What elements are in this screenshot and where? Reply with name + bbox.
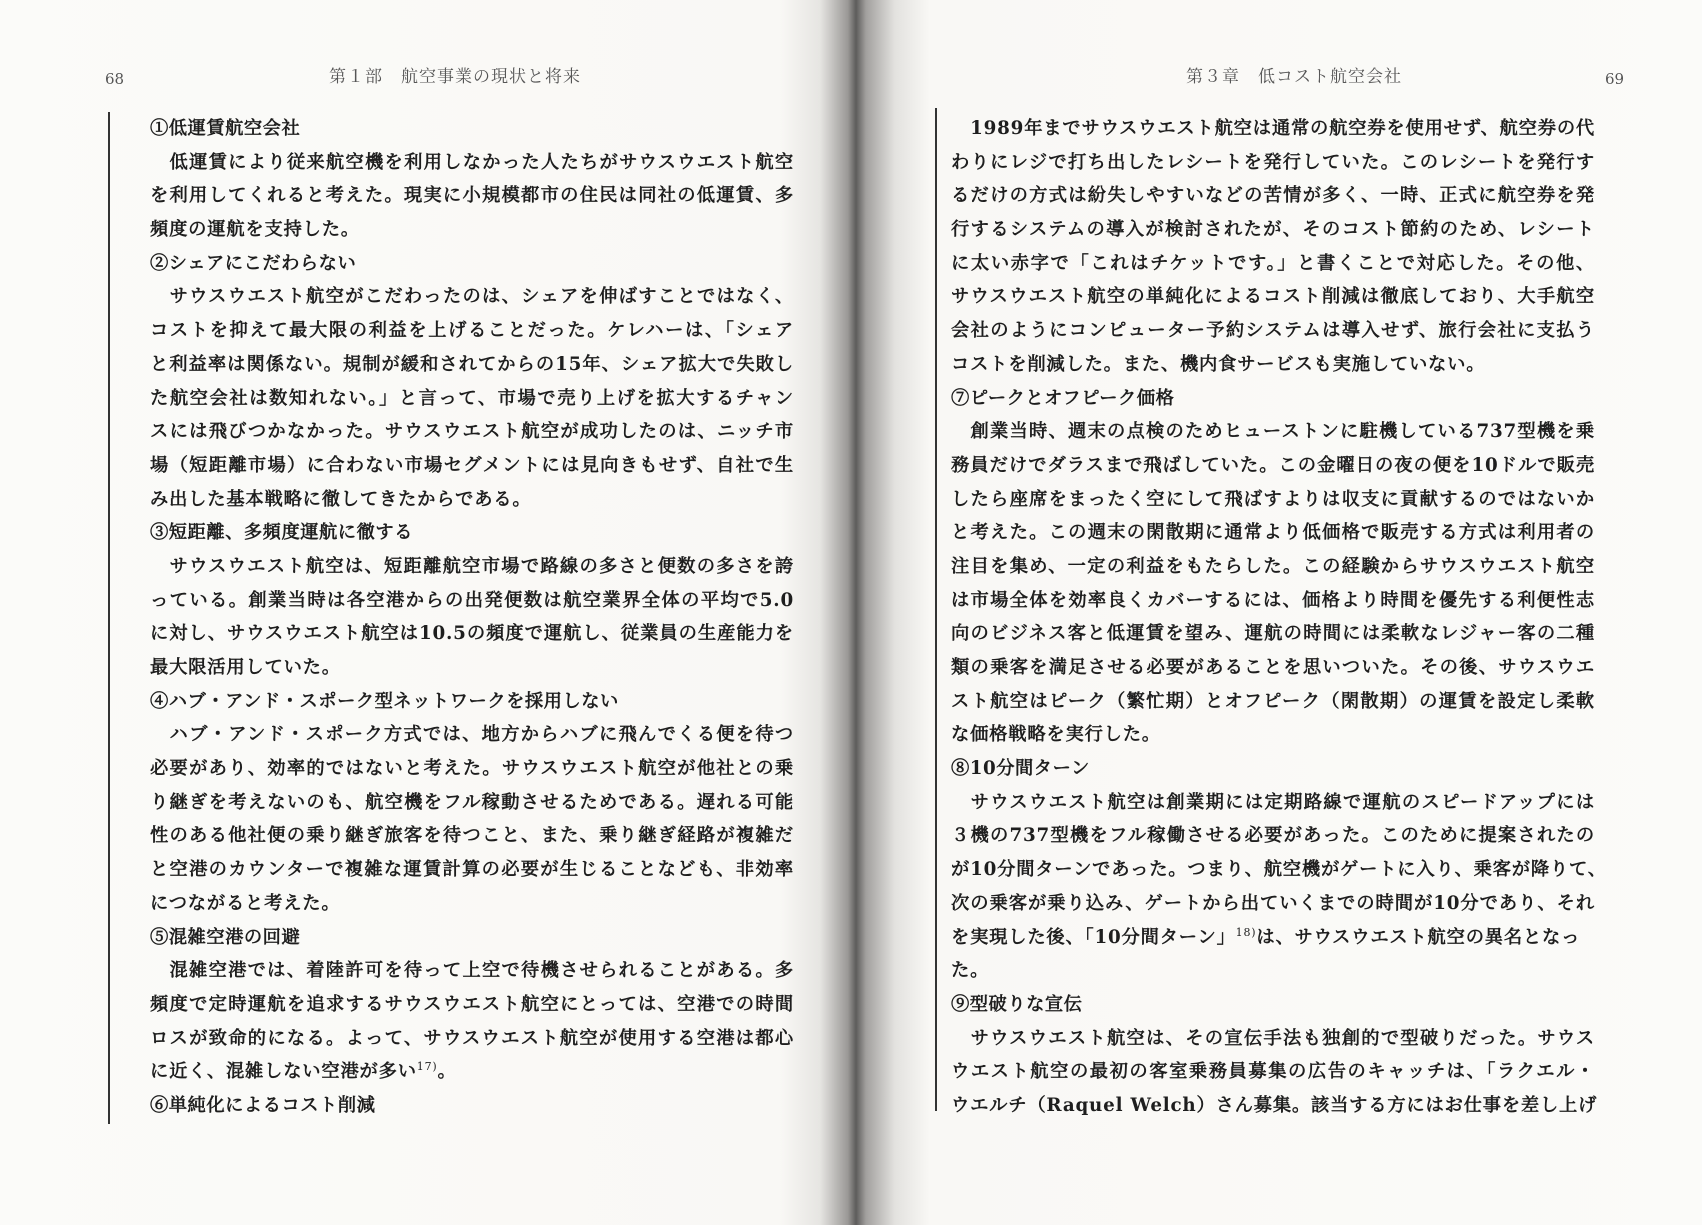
text-line: ハブ・アンド・スポーク方式では、地方からハブに飛んでくる便を待つ — [150, 724, 794, 746]
text-line: 低運賃により従来航空機を利用しなかった人たちがサウスウエスト航空 — [150, 151, 794, 173]
line-text-after-note: 。 — [437, 1061, 457, 1083]
text-line — [150, 1055, 794, 1089]
text-line: ３機の737型機をフル稼働させる必要があった。このために提案されたの — [951, 825, 1595, 847]
text-line: な価格戦略を実行した。 — [951, 724, 1161, 746]
section-heading: ⑨型破りな宣伝 — [951, 993, 1083, 1015]
running-head: 第３章 低コスト航空会社 — [1186, 67, 1402, 87]
text-line: と空港のカウンターで複雑な運賃計算の必要が生じることなども、非効率 — [150, 859, 794, 881]
text-line: につながると考えた。 — [150, 892, 341, 914]
margin-rule — [935, 108, 937, 1111]
margin-rule — [108, 112, 110, 1124]
text-line: た。 — [951, 960, 990, 982]
text-line: 向のビジネス客と低運賃を望み、運航の時間には柔軟なレジャー客の二種 — [951, 623, 1595, 645]
text-line: 類の乗客を満足させる必要があることを思いついた。その後、サウスウエ — [951, 657, 1595, 678]
text-line: コストを削減した。また、機内食サービスも実施していない。 — [951, 353, 1486, 375]
text-line: 注目を集め、一定の利益をもたらした。この経験からサウスウエスト航空 — [951, 555, 1595, 577]
text-line: 創業当時、週末の点検のためヒューストンに駐機している737型機を乗 — [951, 421, 1595, 443]
text-line: み出した基本戦略に徹してきたからである。 — [150, 488, 532, 510]
right-page — [860, 0, 1702, 1225]
section-heading: ②シェアにこだわらない — [150, 252, 357, 274]
text-line: ロスが致命的になる。よって、サウスウエスト航空が使用する空港は都心 — [150, 1027, 794, 1049]
text-line: に対し、サウスウエスト航空は10.5の頻度で運航し、従業員の生産能力を — [150, 623, 794, 645]
text-line: スト航空はピーク（繁忙期）とオフピーク（閑散期）の運賃を設定し柔軟 — [951, 690, 1595, 712]
section-heading: ③短距離、多頻度運航に徹する — [150, 522, 413, 544]
text-line: したら座席をまったく空にして飛ばすよりは収支に貢献するのではないか — [951, 488, 1595, 510]
text-line: わりにレジで打ち出したレシートを発行していた。このレシートを発行す — [951, 151, 1595, 173]
text-line: るだけの方式は紛失しやすいなどの苦情が多く、一時、正式に航空券を発 — [951, 185, 1595, 207]
section-heading: ④ハブ・アンド・スポーク型ネットワークを採用しない — [150, 690, 619, 712]
footnote-marker: 18) — [1235, 925, 1257, 939]
text-line: 必要があり、効率的ではないと考えた。サウスウエスト航空が他社との乗 — [150, 758, 794, 780]
text-line: 頻度で定時運航を追求するサウスウエスト航空にとっては、空港での時間 — [150, 993, 794, 1015]
text-line: た航空会社は数知れない。」と言って、市場で売り上げを拡大するチャン — [150, 387, 794, 409]
text-line: 混雑空港では、着陸許可を待って上空で待機させられることがある。多 — [150, 960, 794, 982]
running-head: 第１部 航空事業の現状と将来 — [329, 67, 581, 87]
text-line: に太い赤字で「これはチケットです。」と書くことで対応した。その他、 — [951, 252, 1595, 274]
page-number: 68 — [105, 70, 125, 88]
body-text — [951, 112, 1607, 1123]
text-line: 場（短距離市場）に合わない市場セグメントには見向きもせず、自社で生 — [150, 454, 794, 476]
text-line: 次の乗客が乗り込み、ゲートから出ていくまでの時間が10分であり、それ — [951, 892, 1595, 914]
body-text — [150, 112, 794, 1123]
text-line: が10分間ターンであった。つまり、航空機がゲートに入り、乗客が降りて、 — [951, 859, 1607, 881]
line-text: に近く、混雑しない空港が多い — [150, 1061, 417, 1083]
text-line: は市場全体を効率良くカバーするには、価格より時間を優先する利便性志 — [951, 589, 1595, 611]
text-line: 1989年までサウスウエスト航空は通常の航空券を使用せず、航空券の代 — [951, 118, 1595, 139]
text-line: サウスウエスト航空は、短距離航空市場で路線の多さと便数の多さを誇 — [150, 555, 794, 577]
text-line: コストを抑えて最大限の利益を上げることだった。ケレハーは、「シェア — [150, 320, 794, 342]
section-heading: ⑧10分間ターン — [951, 758, 1090, 780]
text-line: 最大限活用していた。 — [150, 657, 341, 678]
text-line: 務員だけでダラスまで飛ばしていた。この金曜日の夜の便を10ドルで販売 — [951, 454, 1595, 476]
text-line: サウスウエスト航空がこだわったのは、シェアを伸ばすことではなく、 — [150, 286, 794, 308]
text-line: を利用してくれると考えた。現実に小規模都市の住民は同社の低運賃、多 — [150, 185, 794, 207]
section-heading: ①低運賃航空会社 — [150, 118, 301, 139]
line-text: を実現した後、「10分間ターン」 — [951, 926, 1236, 948]
text-line: ウエルチ（Raquel Welch）さん募集。該当する方にはお仕事を差し上げ — [951, 1094, 1598, 1116]
line-text-after-note: は、サウスウエスト航空の異名となっ — [1256, 926, 1581, 948]
section-heading: ⑥単純化によるコスト削減 — [150, 1094, 376, 1116]
text-line: サウスウエスト航空は創業期には定期路線で運航のスピードアップには — [951, 791, 1595, 813]
section-heading: ⑦ピークとオフピーク価格 — [951, 387, 1175, 409]
text-line: 頻度の運航を支持した。 — [150, 219, 360, 241]
text-line: と利益率は関係ない。規制が緩和されてからの15年、シェア拡大で失敗し — [150, 353, 794, 375]
text-line: っている。創業当時は各空港からの出発便数は航空業界全体の平均で5.0 — [150, 589, 794, 611]
text-line: り継ぎを考えないのも、航空機をフル稼動させるためである。遅れる可能 — [150, 791, 794, 813]
text-line: 行するシステムの導入が検討されたが、そのコスト節約のため、レシート — [951, 219, 1595, 241]
text-line: スには飛びつかなかった。サウスウエスト航空が成功したのは、ニッチ市 — [150, 421, 794, 443]
text-line — [951, 921, 1595, 955]
page-number: 69 — [1605, 70, 1625, 88]
text-line: 性のある他社便の乗り継ぎ旅客を待つこと、また、乗り継ぎ経路が複雑だ — [150, 825, 794, 847]
footnote-marker: 17) — [416, 1060, 438, 1074]
text-line: サウスウエスト航空は、その宣伝手法も独創的で型破りだった。サウス — [951, 1027, 1595, 1049]
text-line: ウエスト航空の最初の客室乗務員募集の広告のキャッチは、「ラクエル・ — [951, 1061, 1595, 1083]
text-line: サウスウエスト航空の単純化によるコスト削減は徹底しており、大手航空 — [951, 286, 1595, 308]
text-line: 会社のようにコンピューター予約システムは導入せず、旅行会社に支払う — [951, 320, 1595, 342]
left-page — [0, 0, 840, 1225]
text-line: と考えた。この週末の閑散期に通常より低価格で販売する方式は利用者の — [951, 522, 1595, 544]
section-heading: ⑤混雑空港の回避 — [150, 926, 301, 948]
